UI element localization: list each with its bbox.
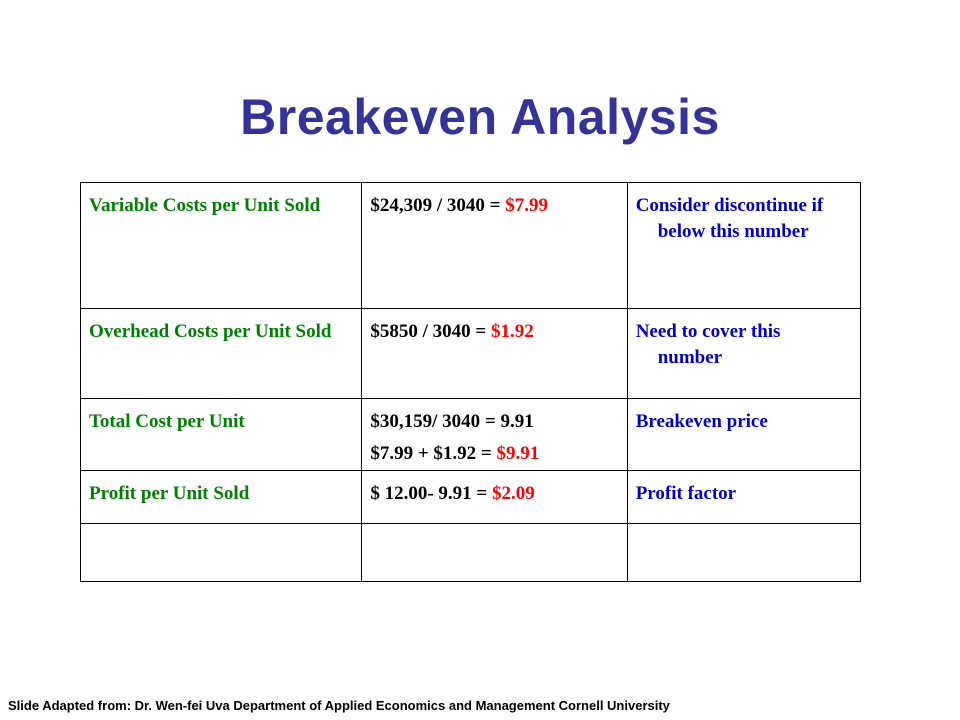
table-row <box>81 399 861 471</box>
calc-expression: $5850 / 3040 = <box>370 321 491 342</box>
calc-expression: $24,309 / 3040 = <box>370 195 506 216</box>
note-text: Need to cover this <box>635 321 781 342</box>
note-text: Breakeven price <box>635 411 768 432</box>
calculation-cell <box>362 399 627 471</box>
table-row <box>81 471 861 524</box>
row-label-cell <box>81 471 362 524</box>
note-text: below this number <box>657 221 809 242</box>
calculation-cell <box>362 183 627 309</box>
note-cell <box>627 471 860 524</box>
row-label-cell <box>81 399 362 471</box>
breakeven-table <box>80 182 861 582</box>
note-text: Consider discontinue if <box>635 195 824 216</box>
calc-result: $1.92 <box>490 321 534 342</box>
row-label: Profit per Unit Sold <box>89 483 250 504</box>
calc-expression: $ 12.00- 9.91 = <box>370 483 493 504</box>
calculation-cell <box>362 309 627 399</box>
row-label-cell <box>81 309 362 399</box>
row-label: Total Cost per Unit <box>89 411 245 432</box>
empty-cell <box>81 524 362 582</box>
table-row <box>81 309 861 399</box>
calculation-cell <box>362 471 627 524</box>
empty-cell <box>627 524 860 582</box>
slide-footer: Slide Adapted from: Dr. Wen-fei Uva Department of Applied Economics and Management Cornell University <box>8 698 670 713</box>
calc-result: $2.09 <box>492 483 535 504</box>
empty-cell <box>362 524 627 582</box>
table-row <box>81 183 861 309</box>
note-cell <box>627 183 860 309</box>
note-text: number <box>657 347 723 368</box>
calc-result: $9.91 <box>496 443 540 464</box>
calc-line: $30,159/ 3040 = 9.91 <box>370 411 534 432</box>
row-label: Variable Costs per Unit Sold <box>89 195 321 216</box>
row-label-cell <box>81 183 362 309</box>
calc-result: $7.99 <box>505 195 548 216</box>
note-text: Profit factor <box>635 483 737 504</box>
row-label: Overhead Costs per Unit Sold <box>89 321 332 342</box>
note-cell <box>627 309 860 399</box>
calc-expression: $7.99 + $1.92 = <box>370 443 497 464</box>
table-row <box>81 524 861 582</box>
note-cell <box>627 399 860 471</box>
slide-title: Breakeven Analysis <box>240 89 720 145</box>
